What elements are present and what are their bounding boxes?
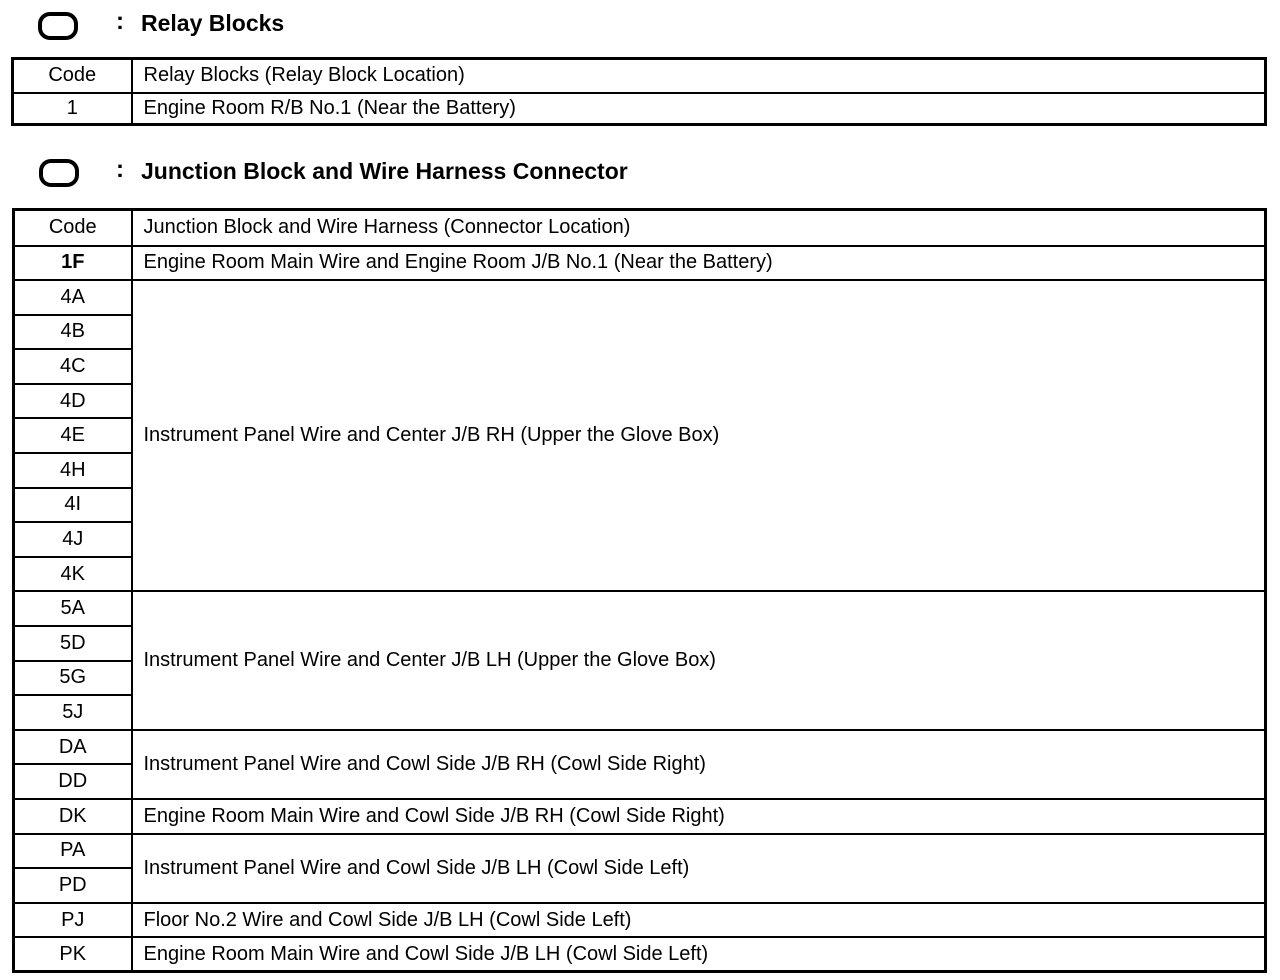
connector-code: 4K [14, 557, 132, 592]
relay-blocks-header [0, 6, 1280, 46]
relay-heading-colon: : [116, 8, 124, 35]
connector-code: 1F [14, 246, 132, 281]
connector-location: Floor No.2 Wire and Cowl Side J/B LH (Cowl Side Left) [132, 903, 1266, 938]
connector-location: Engine Room Main Wire and Engine Room J/B No.1 (Near the Battery) [132, 246, 1266, 281]
connector-code: 5A [14, 591, 132, 626]
junction-heading-colon: : [116, 156, 124, 183]
relay-code: 1 [13, 93, 132, 125]
connector-location: Instrument Panel Wire and Cowl Side J/B LH (Cowl Side Left) [132, 834, 1266, 903]
connector-code: DD [14, 764, 132, 799]
connector-code: 5J [14, 695, 132, 730]
table-row [14, 834, 1266, 869]
relay-location: Engine Room R/B No.1 (Near the Battery) [132, 93, 1266, 125]
connector-location: Instrument Panel Wire and Center J/B RH (Upper the Glove Box) [132, 280, 1266, 591]
table-header-row [14, 210, 1266, 246]
junction-block-header [0, 154, 1280, 194]
connector-location: Instrument Panel Wire and Cowl Side J/B RH (Cowl Side Right) [132, 730, 1266, 799]
connector-code: PD [14, 868, 132, 903]
connector-code: 4H [14, 453, 132, 488]
table-row [13, 93, 1266, 125]
connector-location: Engine Room Main Wire and Cowl Side J/B RH (Cowl Side Right) [132, 799, 1266, 834]
connector-code: PJ [14, 903, 132, 938]
table-row [14, 280, 1266, 315]
junction-block-heading: Junction Block and Wire Harness Connector [141, 158, 628, 184]
relay-block-symbol-icon [38, 12, 78, 40]
junction-block-table [12, 208, 1267, 973]
table-header-row [13, 59, 1266, 93]
code-column-header: Code [13, 59, 132, 93]
table-row [14, 730, 1266, 765]
connector-code: 4B [14, 315, 132, 350]
connector-code: 5G [14, 661, 132, 696]
table-row [14, 246, 1266, 281]
junction-block-symbol-icon [39, 159, 79, 187]
table-row [14, 799, 1266, 834]
connector-code: PK [14, 937, 132, 972]
relay-blocks-heading: Relay Blocks [141, 10, 285, 36]
connector-code: 4C [14, 349, 132, 384]
connector-location: Instrument Panel Wire and Center J/B LH (Upper the Glove Box) [132, 591, 1266, 729]
connector-code: DA [14, 730, 132, 765]
connector-location: Engine Room Main Wire and Cowl Side J/B LH (Cowl Side Left) [132, 937, 1266, 972]
connector-code: 4A [14, 280, 132, 315]
location-column-header: Junction Block and Wire Harness (Connector Location) [132, 210, 1266, 246]
connector-code: 4D [14, 384, 132, 419]
connector-code: 4I [14, 488, 132, 523]
connector-code: DK [14, 799, 132, 834]
connector-code: 5D [14, 626, 132, 661]
relay-blocks-table [11, 57, 1267, 126]
connector-code: PA [14, 834, 132, 869]
code-column-header: Code [14, 210, 132, 246]
table-row [14, 591, 1266, 626]
table-row [14, 903, 1266, 938]
connector-code: 4E [14, 418, 132, 453]
table-row [14, 937, 1266, 972]
connector-code: 4J [14, 522, 132, 557]
location-column-header: Relay Blocks (Relay Block Location) [132, 59, 1266, 93]
